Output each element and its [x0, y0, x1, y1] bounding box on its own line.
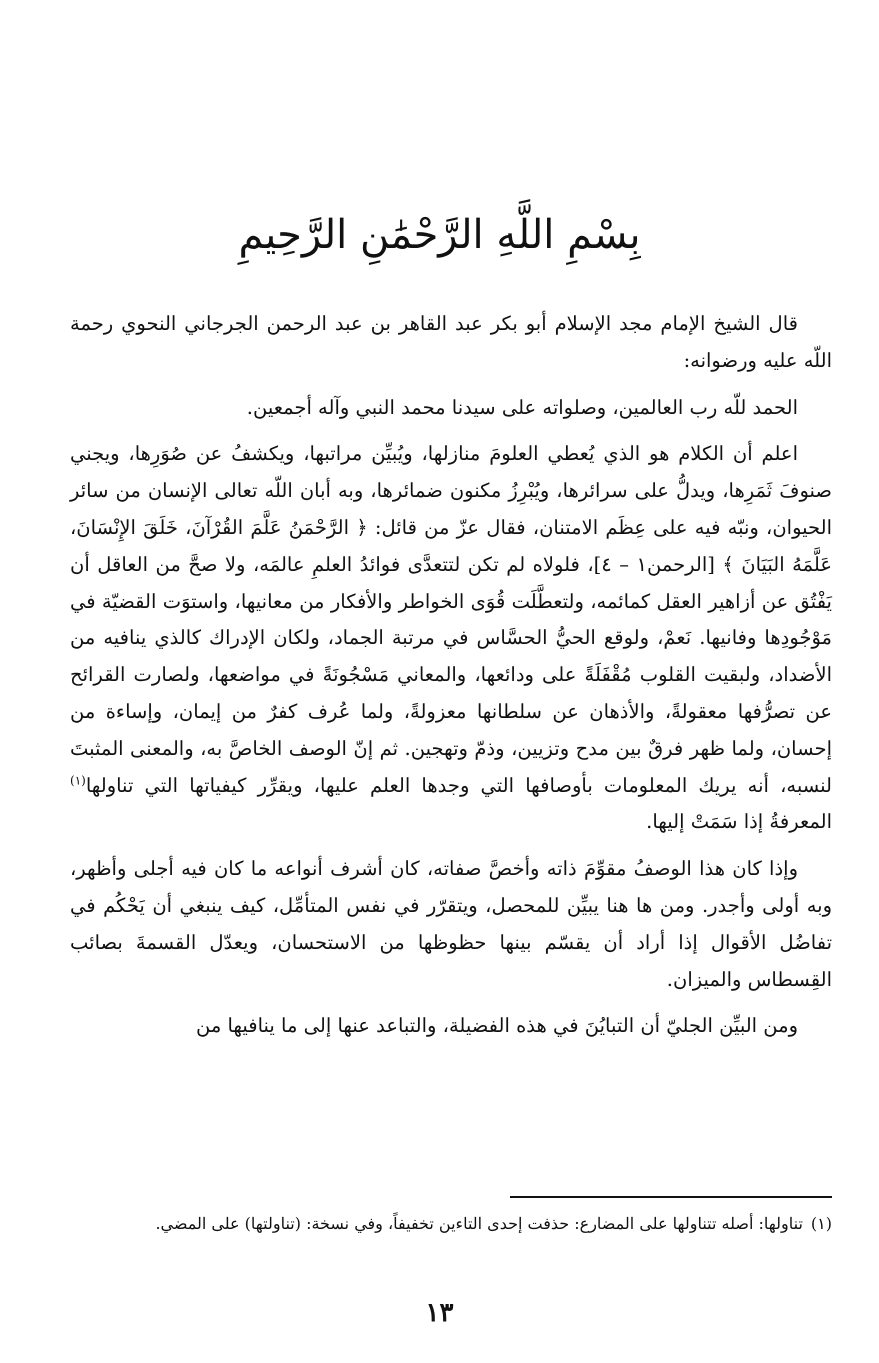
- footnote-reference: (١): [70, 773, 86, 788]
- paragraph-kalam-text: اعلم أن الكلام هو الذي يُعطي العلومَ منازلها، ويُبيِّن مراتبها، ويكشفُ عن صُوَرِها، ويجني صنوفَ ثَمَرِها، ويدلُّ على سرائرها، ويُبْرِزُ مكنون ضمائرها، وبه أبان اللّه تعالى الإنسان من سائر الحيوان، ونبّه فيه على عِظَم الامتنان، فقال عزّ من قائل: ﴿ الرَّحْمَنُ عَلَّمَ القُرْآنَ، خَلَقَ الإِنْسَانَ، عَلَّمَهُ البَيَانَ ﴾ [الرحمن١ – ٤]، فلولاه لم تكن لتتعدَّى فوائدُ العلمِ عالمَه، ولا صحَّ من العاقل أن يَفْتُق عن أزاهير العقل كمائمه، ولتعطَّلَت قُوَى الخواطر والأفكار من معانيها، واستوَت القضيّة في مَوْجُودِها وفانيها. نَعمْ، ولوقع الحيُّ الحسَّاس في مرتبة الجماد، ولكان الإدراك كالذي ينافيه من الأضداد، ولبقيت القلوب مُقْفَلَةً على ودائعها، والمعاني مَسْجُونَةً في مواضعها، ولصارت القرائح عن تصرُّفها معقولةً، والأذهان عن سلطانها معزولةً، ولما عُرف كفرٌ من إيمان، وإساءة من إحسان، ولما ظهر فرقٌ بين مدح وتزيين، وذمّ وتهجين. ثم إنّ الوصف الخاصَّ به، والمعنى المثبتَ لنسبه، أنه يريك المعلومات بأوصافها التي وجدها العلم عليها، ويقرِّر كيفياتها التي تناولها: [70, 442, 832, 797]
- paragraph-tabayun: ومن البيِّن الجليّ أن التبايُنَ في هذه الفضيلة، والتباعد عنها إلى ما ينافيها من: [195, 1014, 798, 1038]
- footnote-number: (١): [810, 1214, 832, 1233]
- basmala-heading: بِسْمِ اللَّهِ الرَّحْمَٰنِ الرَّحِيمِ: [238, 212, 641, 258]
- page-number: ١٣: [425, 1298, 454, 1328]
- paragraph-kalam: [70, 436, 832, 841]
- footnote-divider: [510, 1196, 832, 1198]
- main-text: [70, 306, 832, 1055]
- paragraph-wasf: وإذا كان هذا الوصفُ مقوِّمَ ذاته وأخصَّ صفاته، كان أشرف أنواعه ما كان فيه أجلى وأظهر، وبه أولى وأجدر. ومن ها هنا يبيِّن للمحصل، ويتقرّر في نفس المتأمِّل، كيف ينبغي أن يَحْكُم في تفاضُل الأقوال إذا أراد أن يقسّم بينها حظوظها من الاستحسان، ويعدّل القسمةَ بصائب القِسطاس والميزان.: [70, 857, 832, 991]
- footnote-text: تناولها: أصله تتناولها على المضارع: حذفت إحدى التاءين تخفيفاً، وفي نسخة: (تناولتها) على المضي.: [155, 1214, 803, 1233]
- footnote: [70, 1210, 832, 1238]
- paragraph-kalam-end: المعرفةُ إذا سَمَتْ إليها.: [646, 810, 832, 834]
- paragraph-hamd: الحمد للّه رب العالمين، وصلواته على سيدنا محمد النبي وآله أجمعين.: [246, 395, 798, 419]
- paragraph-intro: قال الشيخ الإمام مجد الإسلام أبو بكر عبد القاهر بن عبد الرحمن الجرجاني النحوي رحمة اللّه عليه ورضوانه:: [70, 312, 832, 372]
